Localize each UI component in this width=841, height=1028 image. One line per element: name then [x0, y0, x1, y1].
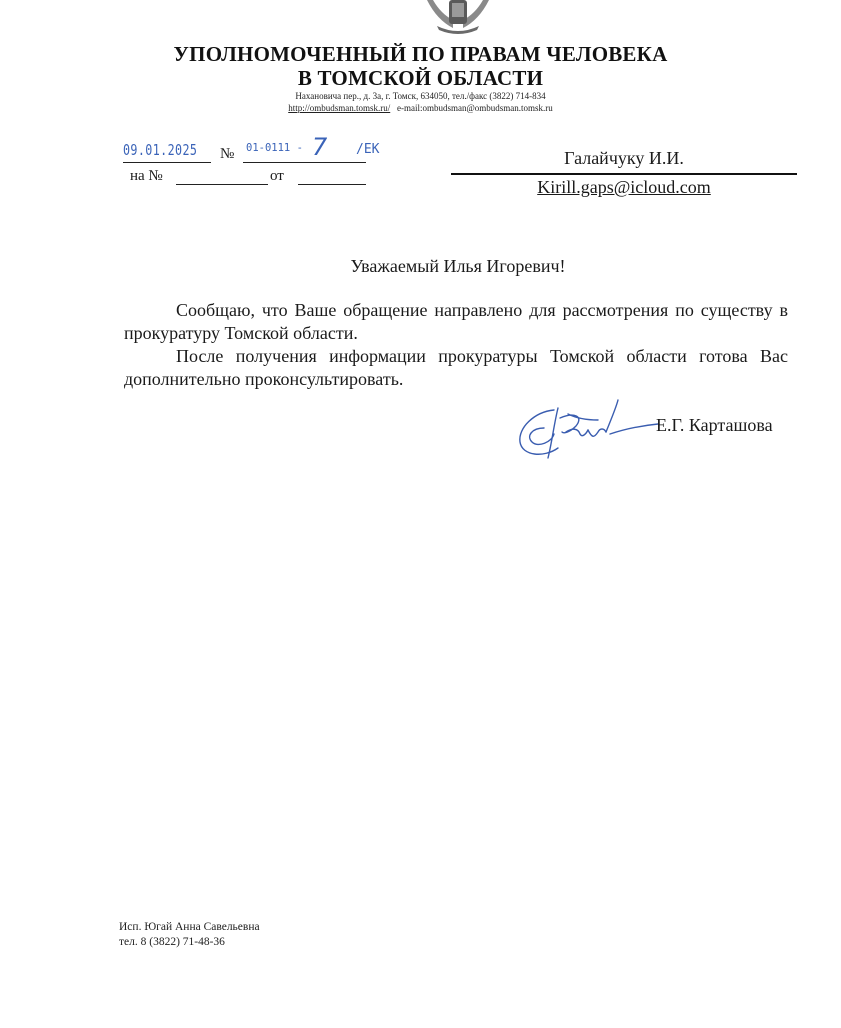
- coat-of-arms-emblem: [417, 0, 499, 34]
- organization-title-line1: УПОЛНОМОЧЕННЫЙ ПО ПРАВАМ ЧЕЛОВЕКА: [173, 42, 668, 66]
- executor-phone: тел. 8 (3822) 71-48-36: [119, 936, 225, 948]
- recipient-divider: [451, 173, 797, 175]
- number-underline: [243, 162, 366, 163]
- salutation: Уважаемый Илья Игоревич!: [350, 256, 566, 276]
- email-text: e-mail:ombudsman@ombudsman.tomsk.ru: [396, 103, 553, 113]
- website-link[interactable]: http://ombudsman.tomsk.ru/: [288, 103, 391, 113]
- number-stamp: 01-0111 -: [246, 142, 303, 154]
- recipient-name: Галайчуку И.И.: [564, 148, 684, 168]
- number-label: №: [220, 146, 235, 162]
- number-handwritten: 7: [312, 133, 328, 161]
- executor-info: [119, 920, 260, 950]
- date-stamp: 09.01.2025: [123, 141, 198, 159]
- recipient-email: Kirill.gaps@icloud.com: [537, 177, 711, 197]
- signer-name: Е.Г. Карташова: [656, 415, 773, 435]
- reference-number-label: на №: [130, 168, 163, 184]
- organization-address: Нахановича пер., д. 3а, г. Томск, 634050, тел./факс (3822) 714-834: [295, 91, 546, 101]
- number-suffix: /ЕК: [356, 142, 380, 157]
- executor-name: Исп. Югай Анна Савельевна: [119, 921, 260, 933]
- paragraph-2: После получения информации прокуратуры Томской области готова Вас дополнительно проконсультировать.: [124, 346, 788, 389]
- paragraph-1: Сообщаю, что Ваше обращение направлено для рассмотрения по существу в прокуратуру Томской области.: [124, 300, 788, 343]
- organization-contacts: [0, 103, 841, 113]
- reference-date-label: от: [270, 168, 284, 184]
- handwritten-signature: [514, 398, 660, 464]
- reference-date-underline: [298, 184, 366, 185]
- date-underline: [123, 162, 211, 163]
- reference-number-underline: [176, 184, 268, 185]
- letter-body: [124, 299, 788, 391]
- organization-title-line2: В ТОМСКОЙ ОБЛАСТИ: [297, 66, 544, 90]
